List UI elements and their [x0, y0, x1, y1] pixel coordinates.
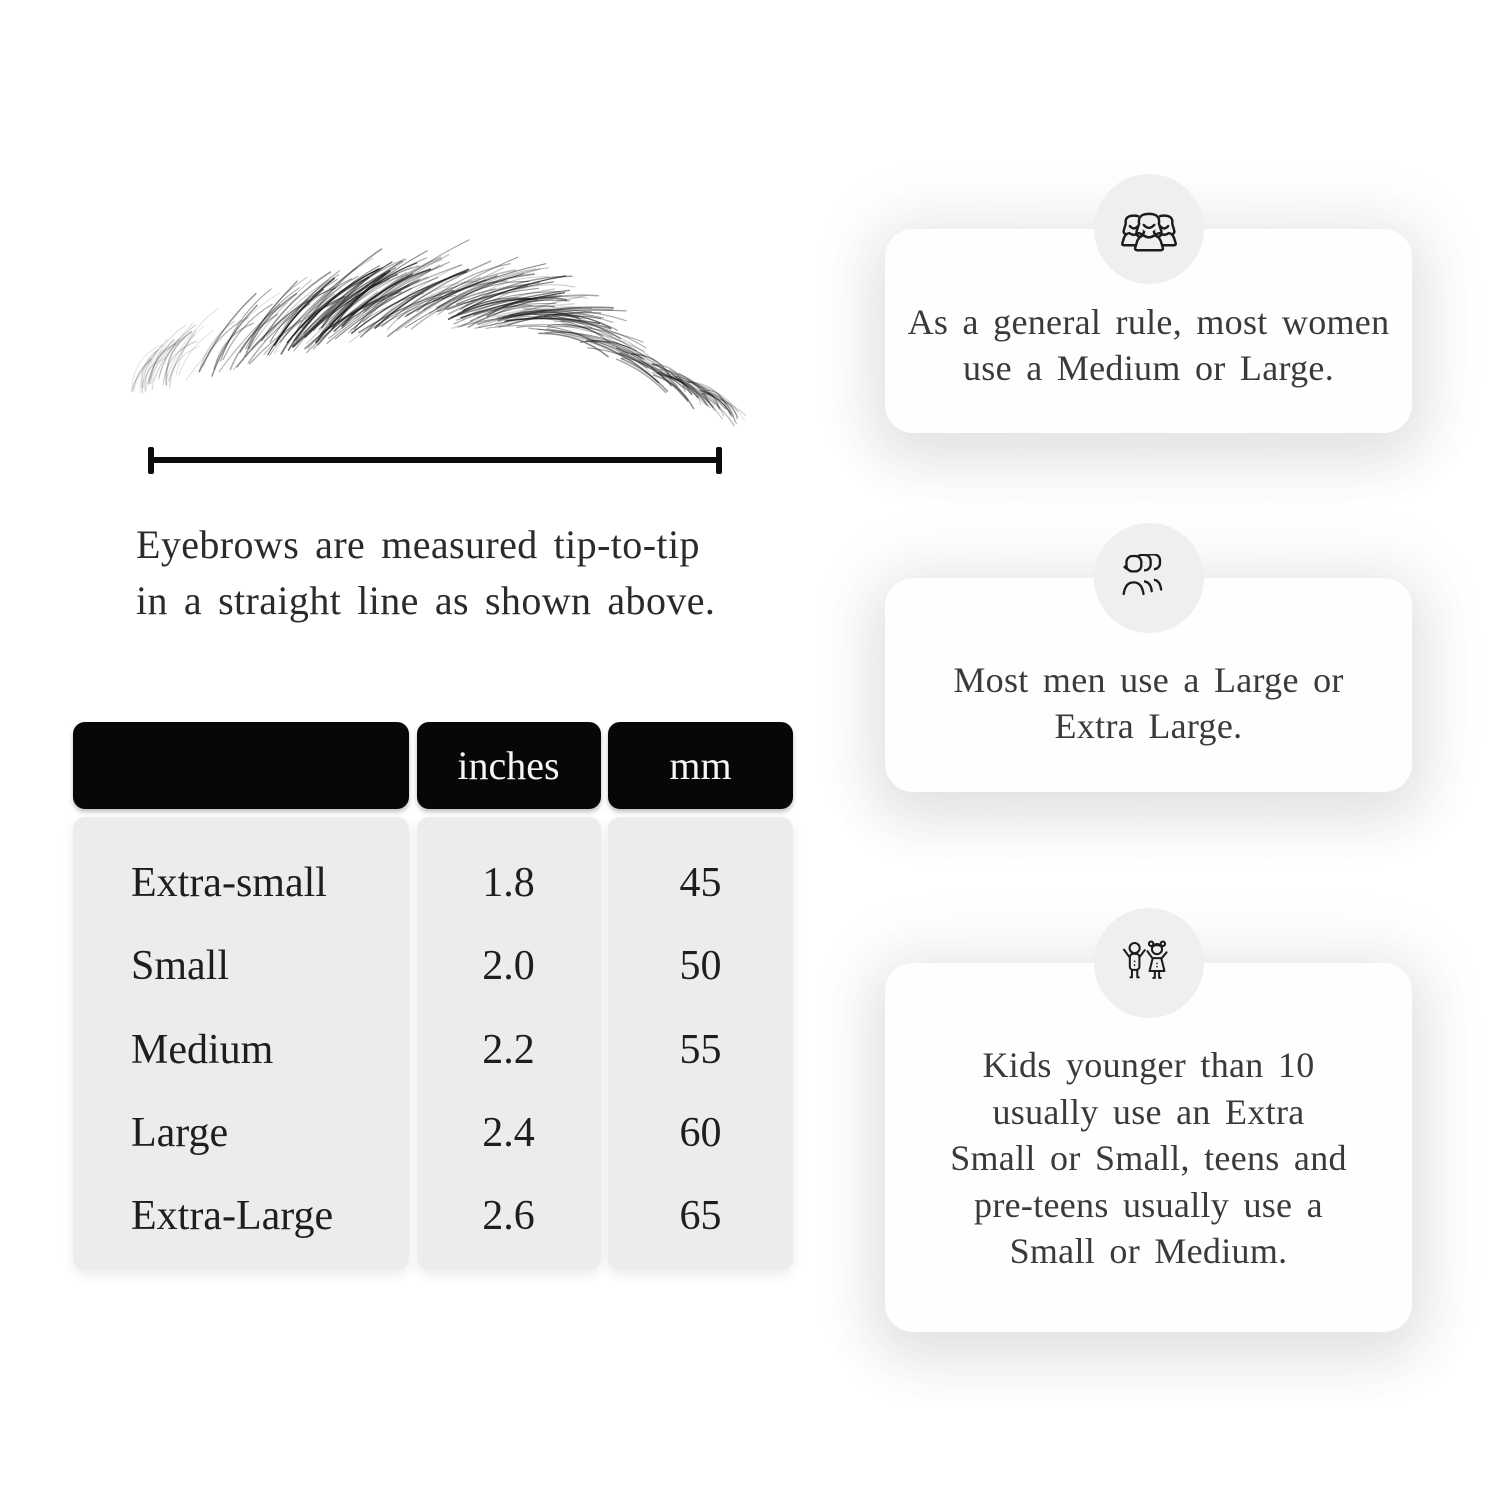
size-table-mm-column [608, 817, 793, 1270]
card-icon-circle [1094, 523, 1204, 633]
card-text-line: usually use an Extra [992, 1091, 1305, 1132]
mm-value-cell: 50 [679, 943, 722, 990]
measurement-line [148, 446, 722, 474]
eyebrow-illustration [122, 236, 746, 426]
inches-value-cell: 2.0 [482, 943, 535, 990]
mm-value-cell: 45 [679, 859, 722, 906]
women-group-icon [1114, 204, 1184, 254]
size-label-cell: Extra-small [131, 859, 327, 906]
size-table-label-column [73, 817, 409, 1270]
figure-caption-line1: Eyebrows are measured tip-to-tip [136, 522, 700, 567]
card-text-line: Small or Small, teens and [950, 1138, 1347, 1179]
size-label-cell: Extra-Large [131, 1193, 334, 1240]
mm-value-cell: 60 [679, 1109, 722, 1156]
info-card-kids [885, 963, 1412, 1332]
size-table [73, 722, 793, 1270]
card-icon-circle [1094, 908, 1204, 1018]
measurement-line-bar [154, 457, 716, 463]
card-text-line: Extra Large. [1054, 706, 1243, 746]
eyebrow-sketch-svg [122, 236, 746, 426]
measurement-line-endcap-right [716, 447, 722, 474]
card-text-line: Most men use a Large or [953, 659, 1344, 700]
info-card-women [885, 229, 1412, 433]
card-icon-circle [1094, 174, 1204, 284]
card-text-line: Kids younger than 10 [982, 1045, 1315, 1086]
inches-value-cell: 2.6 [482, 1193, 535, 1240]
inches-value-cell: 1.8 [482, 859, 535, 906]
size-table-header-size [73, 722, 409, 809]
kids-icon [1117, 939, 1181, 988]
men-group-icon [1116, 554, 1182, 602]
mm-value-cell: 55 [679, 1026, 722, 1073]
figure-caption-line2: in a straight line as shown above. [136, 578, 716, 623]
card-text-line: pre-teens usually use a [974, 1184, 1323, 1225]
size-label-cell: Large [131, 1109, 229, 1156]
card-text-line: As a general rule, most women [907, 301, 1390, 342]
size-table-header-mm: mm [608, 722, 793, 809]
mm-value-cell: 65 [679, 1193, 722, 1240]
figure-caption [136, 517, 756, 629]
size-table-inches-column [417, 817, 601, 1270]
size-label-cell: Small [131, 943, 230, 990]
size-label-cell: Medium [131, 1026, 274, 1073]
card-text-line: use a Medium or Large. [963, 348, 1334, 388]
card-text-line: Small or Medium. [1009, 1231, 1288, 1272]
info-card-men [885, 578, 1412, 792]
inches-value-cell: 2.4 [482, 1109, 535, 1156]
inches-value-cell: 2.2 [482, 1026, 535, 1073]
size-table-header-inches: inches [417, 722, 601, 809]
